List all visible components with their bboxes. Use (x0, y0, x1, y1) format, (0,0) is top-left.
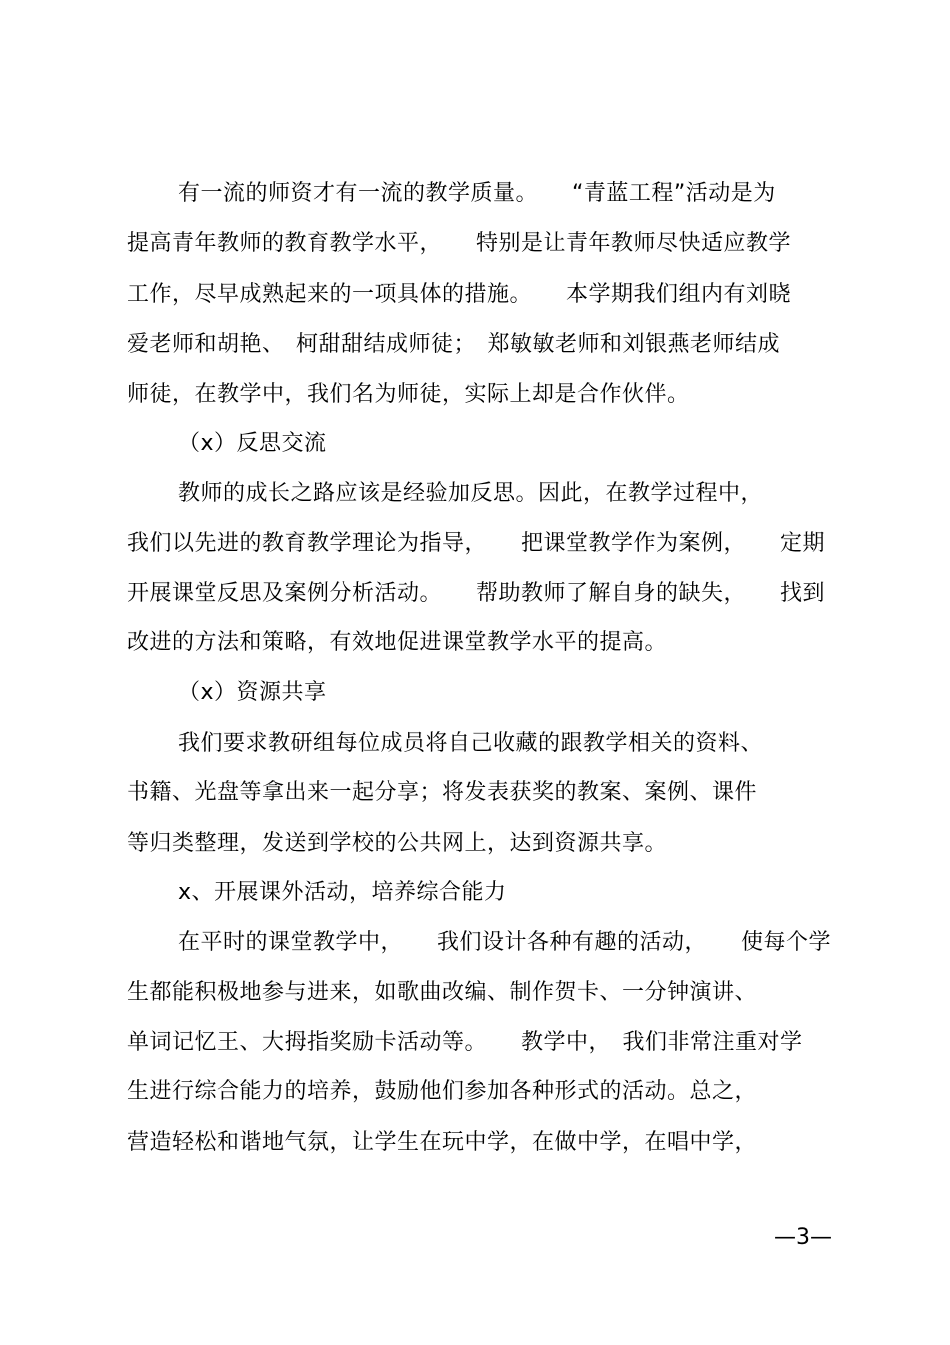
paragraph-line: 师徒，在教学中，我们名为师徒，实际上却是合作伙伴。 (127, 382, 690, 407)
section-heading: （x）反思交流 (178, 431, 327, 456)
paragraph-line: 我们要求教研组每位成员将自己收藏的跟教学相关的资料、 (178, 731, 764, 756)
paragraph-line: 书籍、光盘等拿出来一起分享；将发表获奖的教案、案例、课件 (127, 780, 758, 805)
paragraph-line: 在平时的课堂教学中， 我们设计各种有趣的活动， 使每个学 (178, 930, 832, 955)
paragraph-line: 教师的成长之路应该是经验加反思。因此，在教学过程中， (178, 481, 764, 506)
paragraph-line: 我们以先进的教育教学理论为指导， 把课堂教学作为案例， 定期 (127, 531, 826, 556)
paragraph-line: 开展课堂反思及案例分析活动。 帮助教师了解自身的缺失， 找到 (127, 581, 826, 606)
section-heading: x、开展课外活动，培养综合能力 (178, 880, 507, 905)
paragraph-line: 单词记忆王、大拇指奖励卡活动等。 教学中， 我们非常注重对学 (127, 1030, 803, 1055)
paragraph-line: 提高青年教师的教育教学水平， 特别是让青年教师尽快适应教学 (127, 231, 792, 256)
page-number: —3— (774, 1225, 832, 1250)
paragraph-line: 生都能积极地参与进来，如歌曲改编、制作贺卡、一分钟演讲、 (127, 980, 758, 1005)
paragraph-line: 营造轻松和谐地气氛，让学生在玩中学，在做中学，在唱中学， (127, 1130, 758, 1155)
paragraph-line: 工作，尽早成熟起来的一项具体的措施。 本学期我们组内有刘晓 (127, 282, 792, 307)
paragraph-line: 有一流的师资才有一流的教学质量。 “青蓝工程”活动是为 (178, 181, 776, 206)
paragraph-line: 改进的方法和策略，有效地促进课堂教学水平的提高。 (127, 630, 668, 655)
paragraph-line: 爱老师和胡艳、 柯甜甜结成师徒； 郑敏敏老师和刘银燕老师结成 (127, 332, 781, 357)
paragraph-line: 等归类整理，发送到学校的公共网上，达到资源共享。 (127, 831, 668, 856)
section-heading: （x）资源共享 (178, 680, 327, 705)
paragraph-line: 生进行综合能力的培养，鼓励他们参加各种形式的活动。总之， (127, 1079, 758, 1104)
